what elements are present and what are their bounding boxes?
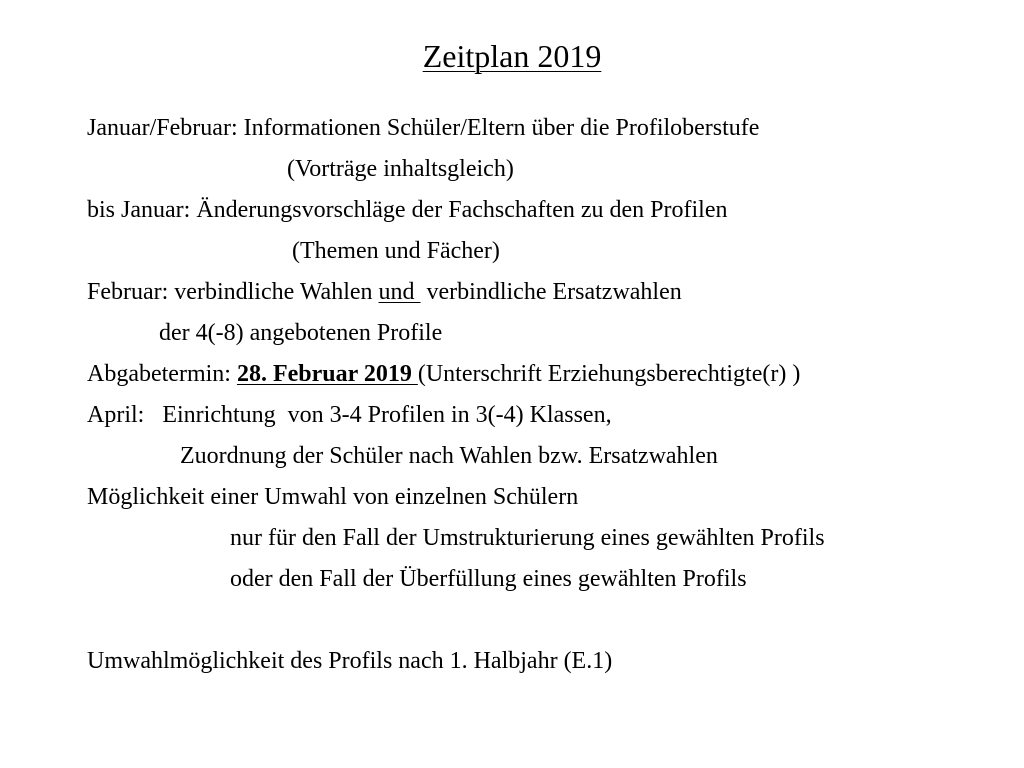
schedule-line-jan-feb: Januar/Februar: Informationen Schüler/Eltern über die Profiloberstufe	[87, 115, 760, 141]
feb-choices-prefix: Februar: verbindliche Wahlen	[87, 279, 379, 305]
schedule-line-until-jan: bis Januar: Änderungsvorschläge der Fachschaften zu den Profilen	[87, 197, 728, 223]
schedule-line-halfyear: Umwahlmöglichkeit des Profils nach 1. Halbjahr (E.1)	[87, 648, 613, 674]
deadline-label: Abgabetermin:	[87, 361, 237, 387]
schedule-line-april: April: Einrichtung von 3-4 Profilen in 3(-4) Klassen,	[87, 402, 612, 428]
schedule-line-topics: (Themen und Fächer)	[292, 238, 500, 264]
schedule-line-rechoice: Möglichkeit einer Umwahl von einzelnen Schülern	[87, 484, 579, 510]
und-underlined: und	[378, 279, 421, 305]
deadline-date: 28. Februar 2019	[236, 361, 418, 387]
schedule-line-restructuring: nur für den Fall der Umstrukturierung eines gewählten Profils	[230, 525, 825, 551]
schedule-line-deadline	[87, 354, 987, 395]
page-title: Zeitplan 2019	[422, 38, 602, 74]
schedule-line-overfill: oder den Fall der Überfüllung eines gewählten Profils	[230, 566, 747, 592]
schedule-line-lectures: (Vorträge inhaltsgleich)	[287, 156, 514, 182]
schedule-line-feb-choices	[87, 272, 987, 313]
deadline-note: (Unterschrift Erziehungsberechtigte(r) )	[417, 361, 801, 387]
spacer	[87, 600, 987, 641]
schedule-line-profiles-offered: der 4(-8) angebotenen Profile	[159, 320, 443, 346]
schedule-body	[87, 108, 987, 682]
schedule-line-assignment: Zuordnung der Schüler nach Wahlen bzw. Ersatzwahlen	[180, 443, 718, 469]
feb-choices-suffix: verbindliche Ersatzwahlen	[420, 279, 682, 305]
